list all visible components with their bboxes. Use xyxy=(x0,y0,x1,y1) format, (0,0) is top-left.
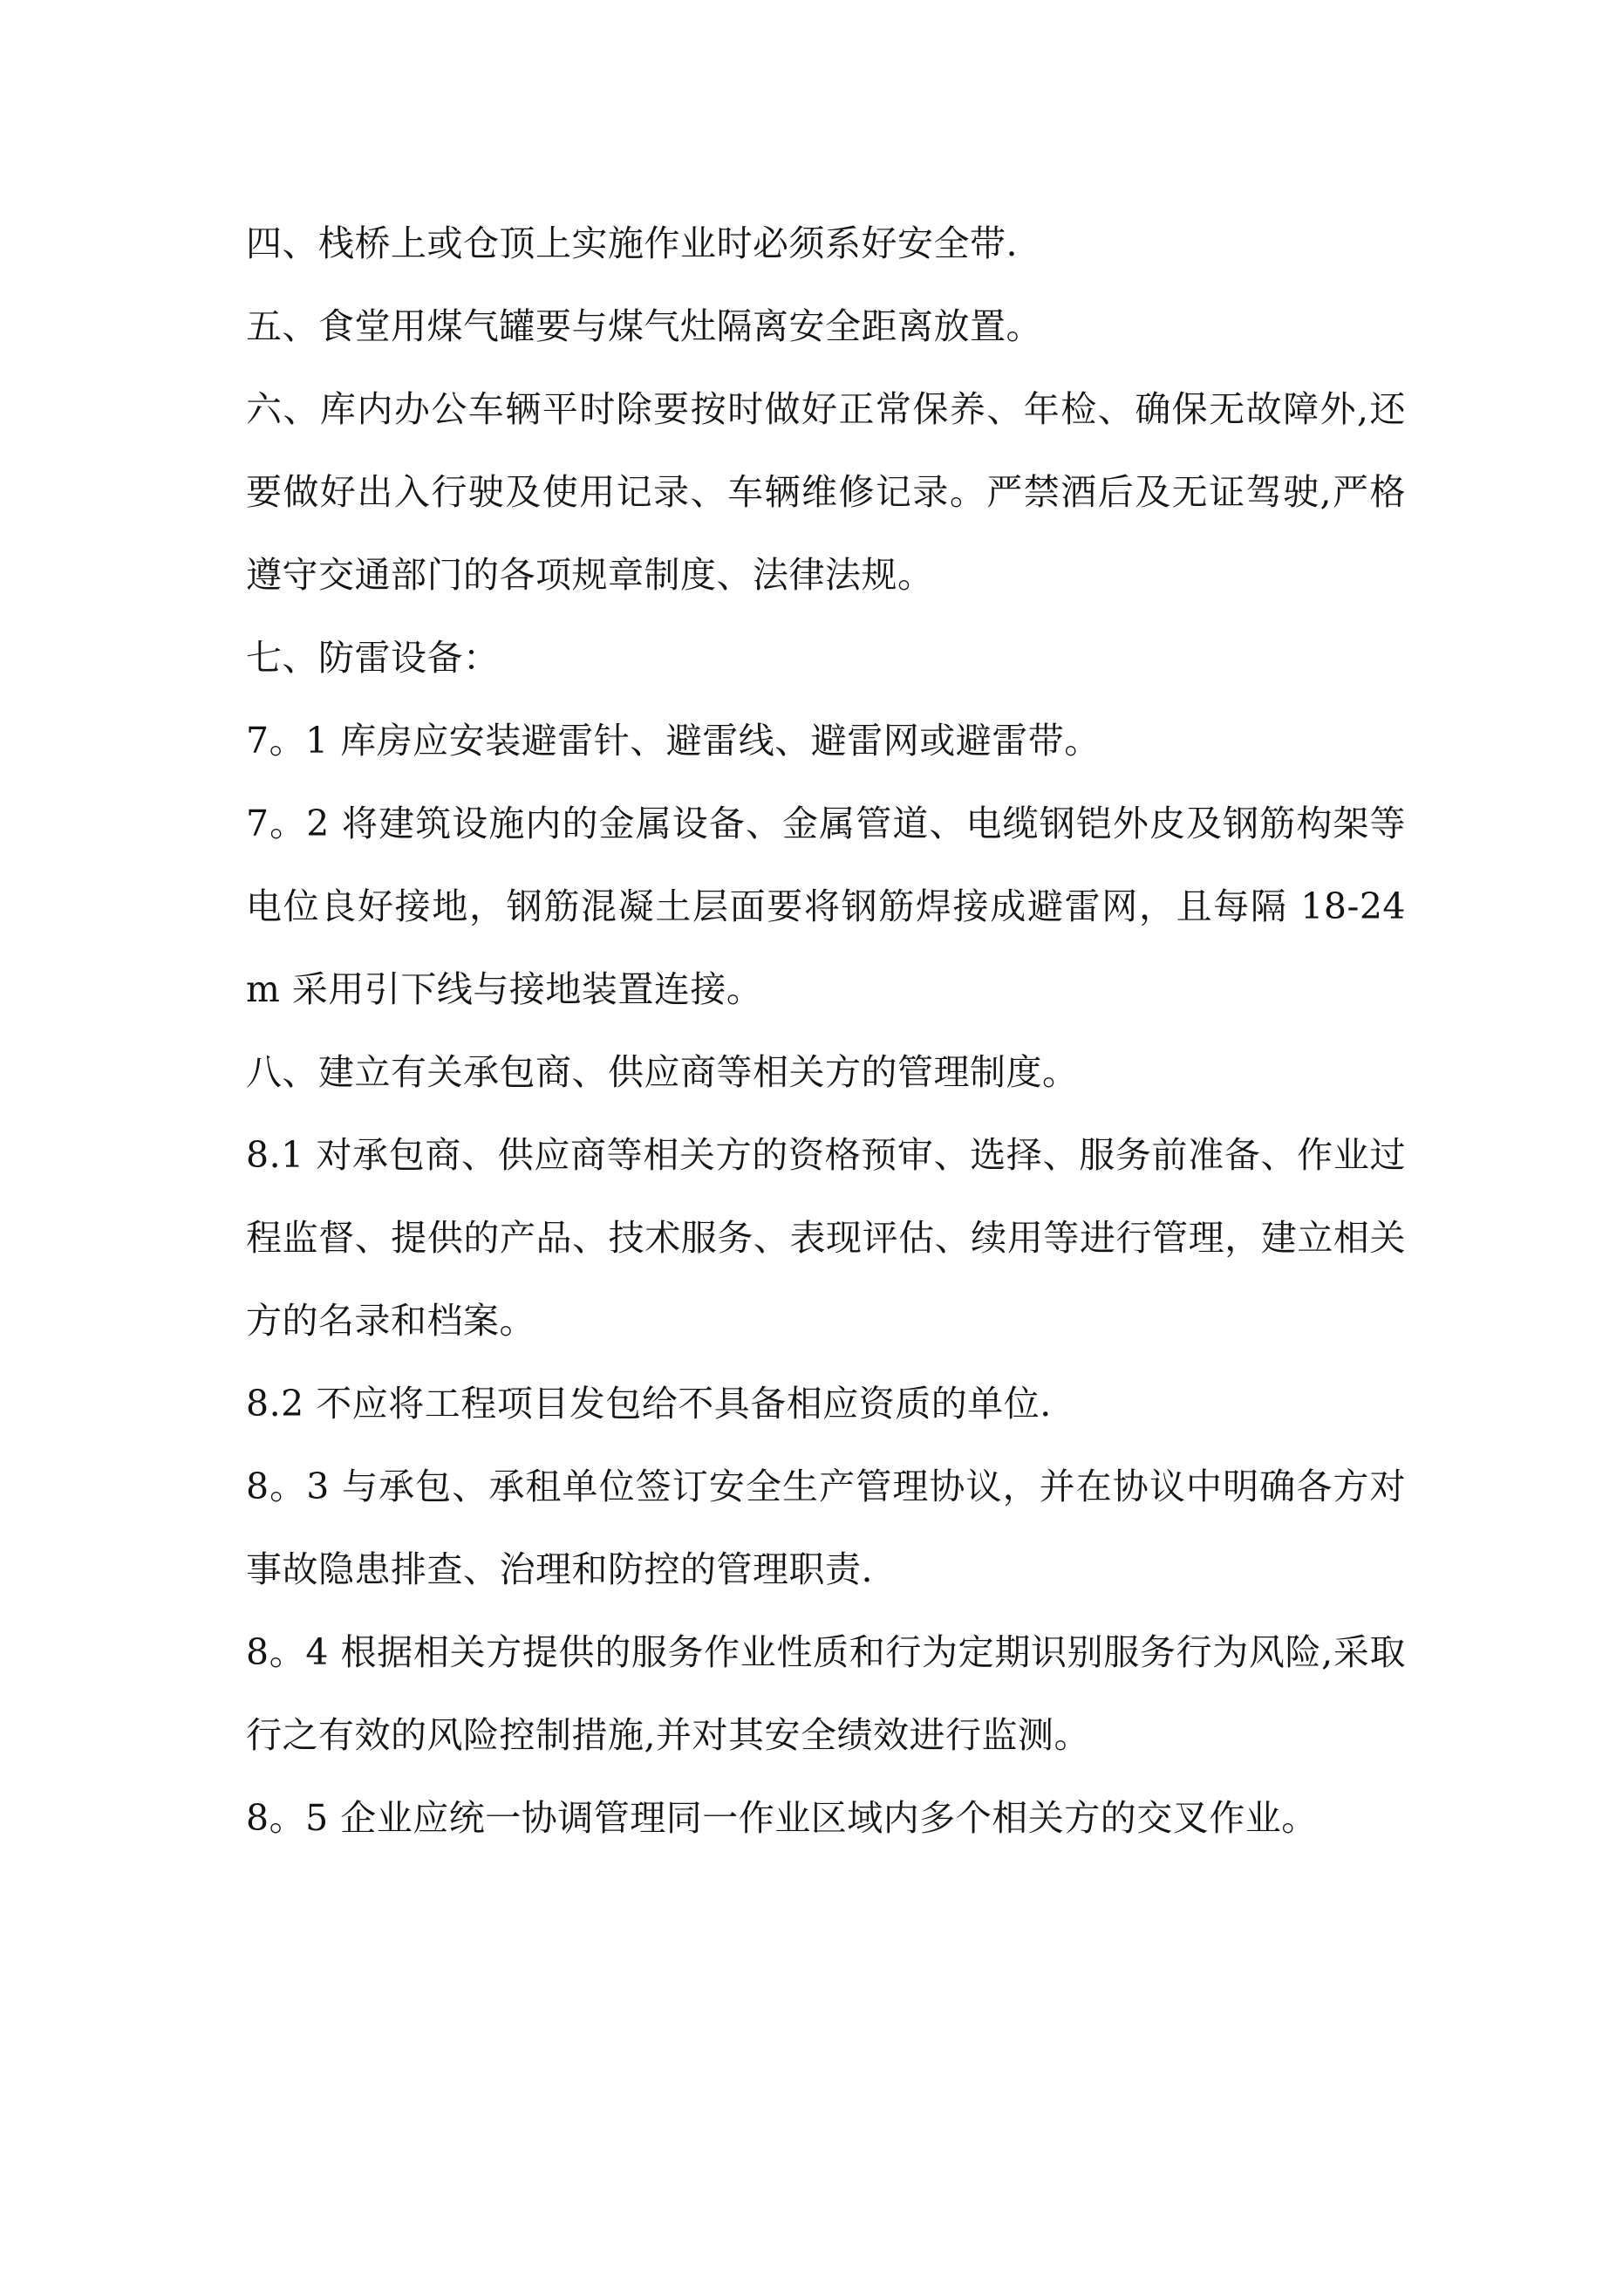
paragraph-8-3: 8。3 与承包、承租单位签订安全生产管理协议，并在协议中明确各方对事故隐患排查、治理和防控的管理职责. xyxy=(246,1466,1406,1590)
document-body xyxy=(246,202,1406,1860)
paragraph-8-4: 8。4 根据相关方提供的服务作业性质和行为定期识别服务行为风险,采取行之有效的风险控制措施,并对其安全绩效进行监测。 xyxy=(246,1631,1406,1756)
paragraph-4-safety-belt: 四、栈桥上或仓顶上实施作业时必须系好安全带. xyxy=(246,222,1019,264)
paragraph-7-lightning-heading: 七、防雷设备： xyxy=(246,637,500,679)
paragraph-7-2: 7。2 将建筑设施内的金属设备、金属管道、电缆钢铠外皮及钢筋构架等电位良好接地，钢筋混凝土层面要将钢筋焊接成避雷网，且每隔 18-24m 采用引下线与接地装置连接。 xyxy=(246,803,1406,1010)
paragraph-8-contractors-heading: 八、建立有关承包商、供应商等相关方的管理制度。 xyxy=(246,1051,1079,1093)
paragraph-8-5: 8。5 企业应统一协调管理同一作业区域内多个相关方的交叉作业。 xyxy=(246,1797,1318,1839)
paragraph-7-1: 7。1 库房应安装避雷针、避雷线、避雷网或避雷带。 xyxy=(246,720,1101,762)
paragraph-8-2: 8.2 不应将工程项目发包给不具备相应资质的单位. xyxy=(246,1383,1052,1425)
paragraph-5-gas-tank: 五、食堂用煤气罐要与煤气灶隔离安全距离放置。 xyxy=(246,305,1042,347)
paragraph-8-1: 8.1 对承包商、供应商等相关方的资格预审、选择、服务前准备、作业过程监督、提供的产品、技术服务、表现评估、续用等进行管理，建立相关方的名录和档案。 xyxy=(246,1134,1406,1342)
paragraph-6-vehicles: 六、库内办公车辆平时除要按时做好正常保养、年检、确保无故障外,还要做好出入行驶及使用记录、车辆维修记录。严禁酒后及无证驾驶,严格遵守交通部门的各项规章制度、法律法规。 xyxy=(246,388,1406,596)
